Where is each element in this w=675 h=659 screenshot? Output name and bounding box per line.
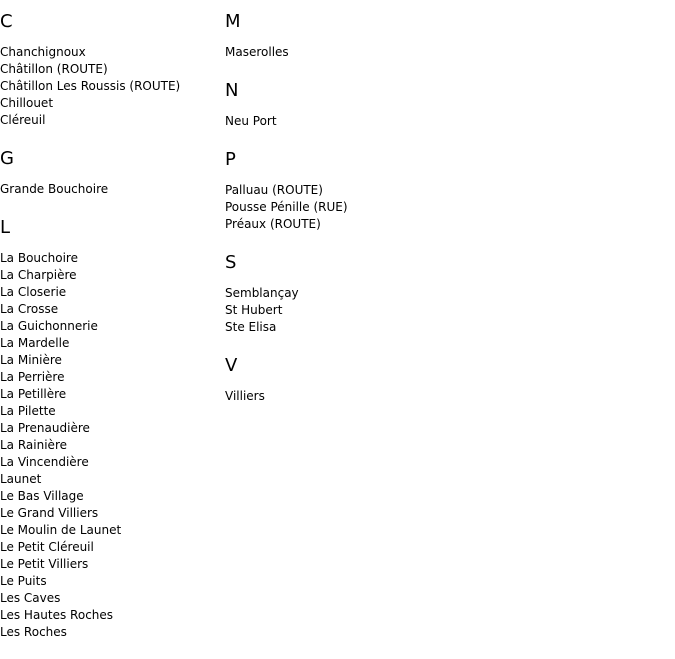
street-list-item — [0, 624, 220, 641]
street-list — [0, 181, 220, 198]
street-link[interactable]: Pousse Pénille (RUE) — [225, 200, 348, 214]
street-link[interactable]: La Pilette — [0, 404, 56, 418]
letter-group-g — [0, 147, 220, 198]
street-link[interactable]: Les Roches — [0, 625, 67, 639]
street-list-item — [0, 590, 220, 607]
street-list-item — [0, 301, 220, 318]
street-list-item — [0, 403, 220, 420]
letter-heading: M — [225, 11, 241, 32]
street-link[interactable]: Préaux (ROUTE) — [225, 217, 321, 231]
street-list-item — [0, 488, 220, 505]
street-link[interactable]: Les Hautes Roches — [0, 608, 114, 622]
letter-heading: S — [225, 252, 237, 273]
street-list-item — [0, 573, 220, 590]
street-list-item — [0, 471, 220, 488]
street-list — [225, 113, 445, 130]
street-list-item — [0, 318, 220, 335]
letter-heading: P — [225, 149, 236, 170]
street-link[interactable]: Cléreuil — [0, 113, 46, 127]
street-link[interactable]: Le Puits — [0, 574, 47, 588]
street-index-column-left — [0, 10, 220, 659]
street-link[interactable]: La Bouchoire — [0, 251, 78, 265]
street-link[interactable]: Palluau (ROUTE) — [225, 183, 323, 197]
street-list-item — [225, 388, 445, 405]
street-list-item — [0, 267, 220, 284]
street-list — [225, 44, 445, 61]
letter-heading: N — [225, 80, 239, 101]
street-list-item — [0, 522, 220, 539]
street-list-item — [0, 284, 220, 301]
street-link[interactable]: La Minière — [0, 353, 62, 367]
street-link[interactable]: Launet — [0, 472, 42, 486]
street-link[interactable]: La Vincendière — [0, 455, 89, 469]
street-link[interactable]: Le Grand Villiers — [0, 506, 99, 520]
street-list-item — [225, 216, 445, 233]
letter-group-m — [225, 10, 445, 61]
street-link[interactable]: Ste Elisa — [225, 320, 277, 334]
street-list — [0, 250, 220, 641]
street-link[interactable]: La Crosse — [0, 302, 59, 316]
letter-group-n — [225, 79, 445, 130]
street-link[interactable]: Maserolles — [225, 45, 289, 59]
street-link[interactable]: La Rainière — [0, 438, 67, 452]
street-link[interactable]: Chanchignoux — [0, 45, 86, 59]
street-list — [225, 182, 445, 233]
street-link[interactable]: La Charpière — [0, 268, 77, 282]
letter-group-v — [225, 354, 445, 405]
street-list-item — [225, 44, 445, 61]
street-list-item — [225, 182, 445, 199]
street-list — [0, 44, 220, 129]
street-link[interactable]: La Mardelle — [0, 336, 70, 350]
street-link[interactable]: Grande Bouchoire — [0, 182, 109, 196]
street-link[interactable]: Neu Port — [225, 114, 277, 128]
street-list-item — [0, 335, 220, 352]
street-link[interactable]: Châtillon Les Roussis (ROUTE) — [0, 79, 181, 93]
letter-group-p — [225, 148, 445, 233]
street-list-item — [0, 420, 220, 437]
street-list-item — [0, 352, 220, 369]
street-list-item — [0, 369, 220, 386]
street-list-item — [0, 454, 220, 471]
letter-heading: G — [0, 148, 14, 169]
street-list-item — [0, 437, 220, 454]
street-list-item — [225, 319, 445, 336]
street-list-item — [0, 386, 220, 403]
letter-heading: V — [225, 355, 238, 376]
street-link[interactable]: Le Moulin de Launet — [0, 523, 122, 537]
street-link[interactable]: Semblançay — [225, 286, 299, 300]
letter-group-l — [0, 216, 220, 641]
street-list — [225, 285, 445, 336]
street-list-item — [0, 61, 220, 78]
letter-group-s — [225, 251, 445, 336]
street-link[interactable]: Chillouet — [0, 96, 54, 110]
street-link[interactable]: Villiers — [225, 389, 265, 403]
letter-group-c — [0, 10, 220, 129]
street-list-item — [0, 44, 220, 61]
street-list-item — [0, 250, 220, 267]
street-link[interactable]: Le Petit Villiers — [0, 557, 89, 571]
street-link[interactable]: St Hubert — [225, 303, 283, 317]
street-link[interactable]: La Closerie — [0, 285, 67, 299]
street-link[interactable]: Les Caves — [0, 591, 61, 605]
street-list-item — [0, 112, 220, 129]
street-list-item — [0, 607, 220, 624]
street-link[interactable]: Le Petit Cléreuil — [0, 540, 94, 554]
street-link[interactable]: Le Bas Village — [0, 489, 84, 503]
street-list-item — [225, 285, 445, 302]
street-list-item — [225, 302, 445, 319]
street-list-item — [0, 181, 220, 198]
street-list-item — [0, 505, 220, 522]
street-link[interactable]: La Petillère — [0, 387, 67, 401]
letter-heading: L — [0, 217, 11, 238]
letter-heading: C — [0, 11, 13, 32]
street-link[interactable]: La Prenaudière — [0, 421, 90, 435]
street-list-item — [0, 95, 220, 112]
street-list-item — [0, 556, 220, 573]
street-link[interactable]: Châtillon (ROUTE) — [0, 62, 108, 76]
street-list-item — [0, 539, 220, 556]
street-list — [225, 388, 445, 405]
street-list-item — [225, 199, 445, 216]
street-list-item — [0, 78, 220, 95]
street-link[interactable]: La Guichonnerie — [0, 319, 98, 333]
street-index-column-right — [225, 10, 445, 423]
street-list-item — [225, 113, 445, 130]
street-link[interactable]: La Perrière — [0, 370, 65, 384]
